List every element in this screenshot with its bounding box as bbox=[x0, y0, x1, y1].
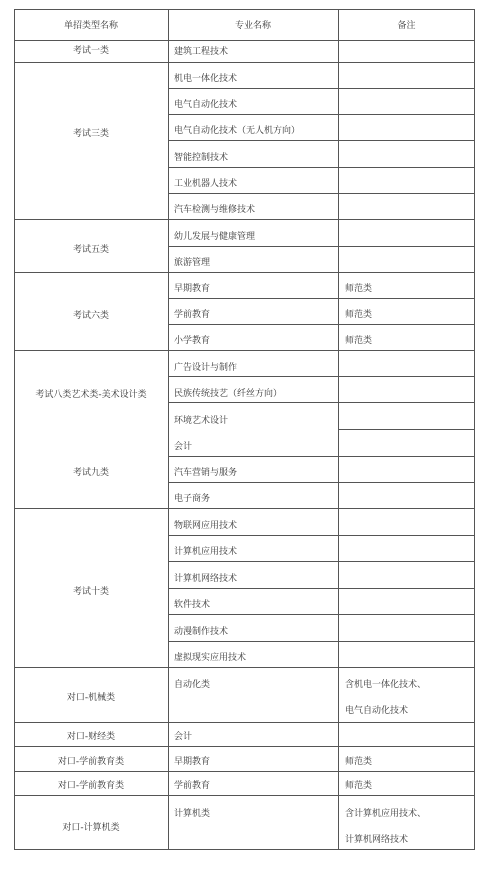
remark-cell: 师范类 bbox=[345, 336, 373, 346]
category-cell: 考试一类 bbox=[72, 46, 109, 56]
major-cell: 汽车检测与维修技术 bbox=[174, 205, 256, 215]
remark-cell: 师范类 bbox=[345, 310, 373, 320]
row-divider-line bbox=[168, 376, 475, 377]
remark-cell: 师范类 bbox=[345, 757, 373, 767]
major-cell: 早期教育 bbox=[174, 757, 211, 767]
row-divider-line bbox=[168, 561, 475, 562]
table-column-divider-1 bbox=[168, 9, 169, 850]
major-cell: 早期教育 bbox=[174, 284, 211, 294]
major-cell: 幼儿发展与健康管理 bbox=[174, 232, 256, 242]
row-divider-line bbox=[168, 324, 475, 325]
table-border-top bbox=[14, 9, 475, 10]
major-cell: 计算机类 bbox=[174, 809, 211, 819]
group-divider-line bbox=[14, 508, 475, 509]
row-divider-line bbox=[168, 193, 475, 194]
group-divider-line bbox=[14, 62, 475, 63]
major-cell: 广告设计与制作 bbox=[174, 363, 238, 373]
major-cell: 电子商务 bbox=[174, 494, 211, 504]
row-divider-line bbox=[168, 114, 475, 115]
category-cell: 对口-学前教育类 bbox=[57, 757, 125, 767]
category-cell: 考试十类 bbox=[72, 587, 109, 597]
category-cell: 对口-学前教育类 bbox=[57, 781, 125, 791]
major-cell: 环境艺术设计 bbox=[174, 416, 229, 426]
remark-cell: 含机电一体化技术、 bbox=[345, 680, 427, 690]
major-cell: 民族传统技艺（纤丝方向） bbox=[174, 389, 283, 399]
major-cell: 动漫制作技术 bbox=[174, 627, 229, 637]
major-cell: 电气自动化技术（无人机方向） bbox=[174, 126, 301, 136]
major-cell: 学前教育 bbox=[174, 310, 211, 320]
group-divider-line bbox=[14, 350, 475, 351]
group-divider-line bbox=[14, 795, 475, 796]
major-cell: 虚拟现实应用技术 bbox=[174, 653, 247, 663]
major-cell: 汽车营销与服务 bbox=[174, 468, 238, 478]
major-cell: 电气自动化技术 bbox=[174, 100, 238, 110]
remark-cell: 计算机网络技术 bbox=[345, 835, 409, 845]
row-divider-line bbox=[168, 456, 475, 457]
major-cell: 建筑工程技术 bbox=[174, 47, 229, 57]
row-divider-line bbox=[168, 246, 475, 247]
row-divider-line bbox=[168, 88, 475, 89]
major-cell: 机电一体化技术 bbox=[174, 74, 238, 84]
group-divider-line bbox=[14, 722, 475, 723]
major-cell: 旅游管理 bbox=[174, 258, 211, 268]
major-cell: 小学教育 bbox=[174, 336, 211, 346]
row-divider-line bbox=[168, 614, 475, 615]
category-cell: 考试五类 bbox=[72, 245, 109, 255]
major-cell: 工业机器人技术 bbox=[174, 179, 238, 189]
major-cell: 智能控制技术 bbox=[174, 153, 229, 163]
row-divider-line bbox=[168, 482, 475, 483]
category-cell: 考试九类 bbox=[72, 468, 109, 478]
remark-cell: 师范类 bbox=[345, 781, 373, 791]
category-cell: 考试三类 bbox=[72, 129, 109, 139]
row-divider-line bbox=[168, 588, 475, 589]
row-divider-line bbox=[338, 429, 475, 430]
row-divider-line bbox=[168, 298, 475, 299]
group-divider-line bbox=[14, 272, 475, 273]
group-divider-line bbox=[14, 219, 475, 220]
category-cell: 考试八类艺术类-美术设计类 bbox=[35, 390, 147, 400]
remark-cell: 含计算机应用技术、 bbox=[345, 809, 427, 819]
row-divider-line bbox=[168, 641, 475, 642]
major-cell: 学前教育 bbox=[174, 781, 211, 791]
category-cell: 考试六类 bbox=[72, 311, 109, 321]
header-remark: 备注 bbox=[397, 21, 416, 31]
table-border-bottom bbox=[14, 849, 475, 850]
major-cell: 软件技术 bbox=[174, 600, 211, 610]
category-cell: 对口-财经类 bbox=[66, 732, 116, 742]
remark-cell: 电气自动化技术 bbox=[345, 706, 409, 716]
group-divider-line bbox=[14, 746, 475, 747]
major-cell: 计算机应用技术 bbox=[174, 547, 238, 557]
major-cell: 物联网应用技术 bbox=[174, 521, 238, 531]
major-cell: 自动化类 bbox=[174, 680, 211, 690]
major-cell: 会计 bbox=[174, 732, 193, 742]
group-divider-line bbox=[14, 771, 475, 772]
header-row-bottom-line bbox=[14, 40, 475, 41]
major-cell: 会计 bbox=[174, 442, 193, 452]
major-cell: 计算机网络技术 bbox=[174, 574, 238, 584]
header-major: 专业名称 bbox=[234, 21, 271, 31]
row-divider-line bbox=[168, 535, 475, 536]
row-divider-line bbox=[168, 167, 475, 168]
category-cell: 对口-计算机类 bbox=[62, 823, 120, 833]
row-divider-line bbox=[168, 402, 475, 403]
row-divider-line bbox=[168, 140, 475, 141]
group-divider-line bbox=[14, 667, 475, 668]
remark-cell: 师范类 bbox=[345, 284, 373, 294]
header-category: 单招类型名称 bbox=[63, 21, 118, 31]
category-cell: 对口-机械类 bbox=[66, 693, 116, 703]
